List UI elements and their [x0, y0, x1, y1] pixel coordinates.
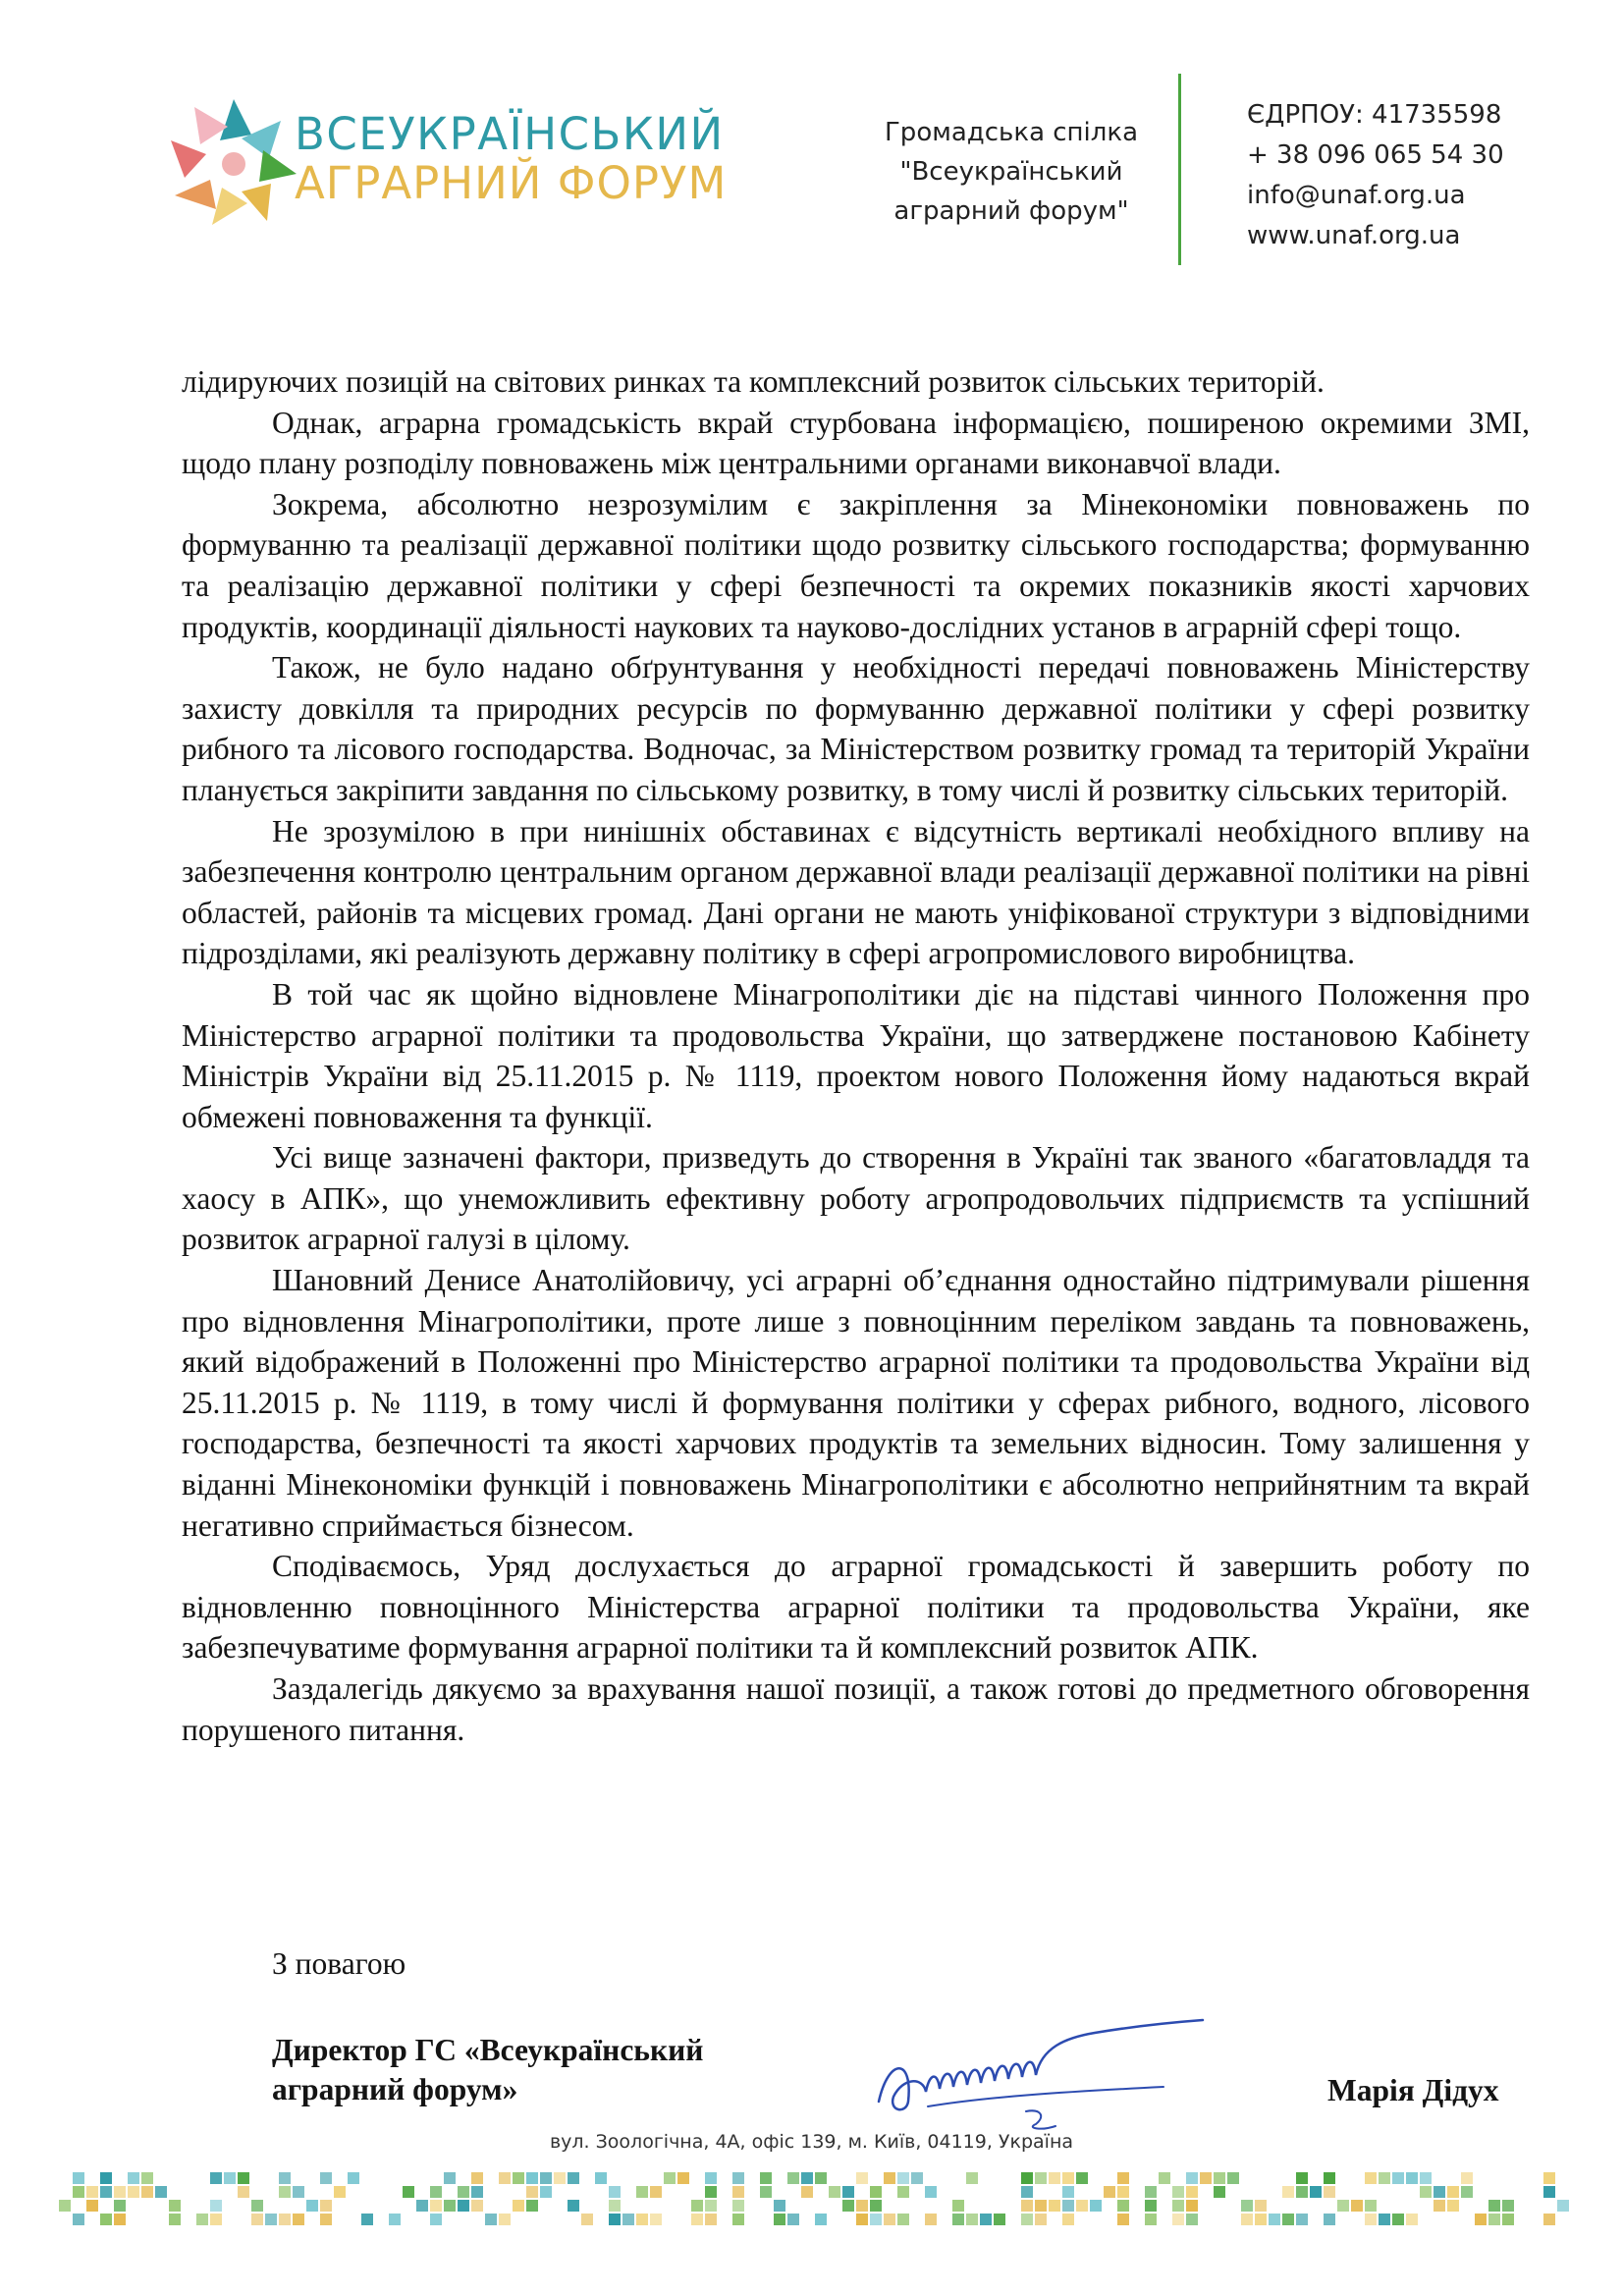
email-link[interactable]: info@unaf.org.ua	[1247, 181, 1466, 210]
signatory-name: Марія Дідух	[1327, 2073, 1499, 2107]
website-link[interactable]: www.unaf.org.ua	[1247, 221, 1461, 250]
body-paragraph: Сподіваємось, Уряд дослухається до аграрної громадськості й завершить роботу по відновленню повноцінного Міністерства аграрної політики та продовольства України, яке забезпечуватиме формування аграрної політики та й комплексний розвиток АПК.	[182, 1549, 1530, 1666]
letterhead	[0, 0, 1623, 295]
org-name-line: аграрний форум"	[893, 196, 1129, 226]
organization-name	[864, 113, 1159, 231]
body-paragraph: лідируючих позицій на світових ринках та комплексний розвиток сільських територій.	[182, 364, 1325, 399]
letter-body	[182, 361, 1530, 1750]
logo-title-line2: АГРАРНИЙ ФОРУМ	[295, 157, 728, 209]
body-paragraph: Також, не було надано обґрунтування у необхідності передачі повноважень Міністерству захисту довкілля та природних ресурсів по формуванню державної політики у сфері розвитку рибного та лісового господарства. Водночас, за Міністерством розвитку громад та територій України планується закріпити завдання по сільському розвитку, в тому числі й розвитку сільських територій.	[182, 650, 1530, 807]
footer-address: вул. Зоологічна, 4А, офіс 139, м. Київ, 04119, Україна	[549, 2131, 1074, 2153]
body-paragraph: В той час як щойно відновлене Мінагрополітики діє на підставі чинного Положення про Міністерство аграрної політики та продовольства України, що затверджене постановою Кабінету Міністрів України від 25.11.2015 р. № 1119, проектом нового Положення йому надаються вкрай обмежені повноваження та функції.	[182, 976, 1530, 1134]
signatory-title-line: аграрний форум»	[272, 2072, 518, 2106]
footer-decorative-pattern	[0, 2172, 1623, 2231]
edrpou-code: ЄДРПОУ: 41735598	[1247, 100, 1502, 130]
logo-title-line1: ВСЕУКРАЇНСЬКИЙ	[295, 108, 725, 160]
body-paragraph: Заздалегідь дякуємо за врахування нашої позиції, а також готові до предметного обговорення порушеного питання.	[182, 1671, 1530, 1747]
signatory-title-line: Директор ГС «Всеукраїнський	[272, 2033, 704, 2067]
body-paragraph: Зокрема, абсолютно незрозумілим є закріплення за Мінекономіки повноважень по формуванню та реалізації державної політики щодо розвитку сільського господарства; формуванню та реалізацію державної політики у сфері безпечності та окремих показників якості харчових продуктів, координації діяльності наукових та науково-дослідних установ в аграрній сфері тощо.	[182, 486, 1530, 644]
org-name-line: Громадська спілка	[884, 118, 1139, 147]
closing-phrase: З повагою	[272, 1946, 406, 1981]
body-paragraph: Усі вище зазначені фактори, призведуть до створення в Україні так званого «багатовладдя та хаосу в АПК», що унеможливить ефективну роботу агропродовольчих підприємств та успішний розвиток аграрної галузі в цілому.	[182, 1140, 1530, 1257]
contact-block	[1247, 95, 1504, 256]
phone-number: + 38 096 065 54 30	[1247, 140, 1504, 170]
handwritten-signature	[869, 2018, 1222, 2136]
org-name-line: "Всеукраїнський	[899, 157, 1123, 187]
signatory-title	[272, 2031, 703, 2109]
body-paragraph: Однак, аграрна громадськість вкрай стурбована інформацією, поширеною окремими ЗМІ, щодо плану розподілу повноважень між центральними органами виконавчої влади.	[182, 405, 1530, 481]
forum-logo-star-icon	[165, 93, 302, 231]
header-divider	[1178, 74, 1181, 265]
body-paragraph: Шановний Денисе Анатолійовичу, усі аграрні об’єднання одностайно підтримували рішення про відновлення Мінагрополітики, проте лише з повноцінним переліком завдань та повноважень, який відображений в Положенні про Міністерство аграрної політики та продовольства України від 25.11.2015 р. № 1119, в тому числі й формування політики у сферах рибного, водного, лісового господарства, безпечності та якості харчових продуктів та земельних відносин. Тому залишення у віданні Мінекономіки функцій і повноважень Мінагрополітики є абсолютно неприйнятним та вкрай негативно сприймається бізнесом.	[182, 1263, 1530, 1543]
body-paragraph: Не зрозумілою в при нинішніх обставинах є відсутність вертикалі необхідного впливу на забезпечення контролю центральним органом державної влади реалізації державної політики на рівні областей, районів та місцевих громад. Дані органи не мають уніфікованої структури з відповідними підрозділами, які реалізують державну політику в сфері агропромислового виробництва.	[182, 813, 1530, 971]
